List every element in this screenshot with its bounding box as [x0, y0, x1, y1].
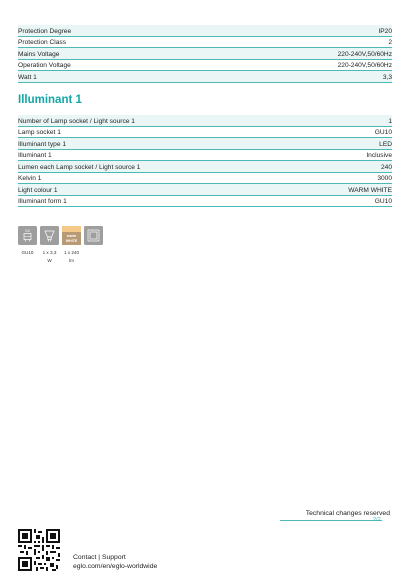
row-value: 3,3 — [382, 73, 392, 81]
row-label: Lamp socket 1 — [18, 129, 61, 136]
pictogram-labels — [18, 249, 103, 265]
light-colour-icon — [62, 226, 81, 245]
pictogram-label — [84, 249, 103, 265]
socket-icon — [18, 226, 37, 245]
row-label: Illuminant 1 — [18, 152, 52, 159]
table-row — [18, 196, 392, 208]
table-row — [18, 173, 392, 185]
table-row — [18, 60, 392, 72]
table-row — [18, 48, 392, 60]
row-label: Protection Degree — [18, 27, 72, 35]
pictogram-label: GU10 — [21, 250, 34, 255]
row-label: Watt 1 — [18, 73, 37, 81]
svg-text:GU: GU — [25, 229, 30, 234]
contact-url[interactable]: eglo.com/en/eglo-worldwide — [73, 563, 158, 570]
row-value: IP20 — [378, 27, 392, 35]
row-value: 3000 — [377, 175, 392, 182]
row-label: Protection Class — [18, 39, 67, 46]
table-row — [18, 127, 392, 139]
row-value: 220-240V,50/60Hz — [337, 50, 392, 58]
table-row — [18, 37, 392, 49]
bulb-icon — [40, 226, 59, 245]
pictogram-row — [18, 226, 103, 245]
row-value: LED — [379, 140, 392, 148]
row-label: Number of Lamp socket / Light source 1 — [18, 117, 135, 125]
row-value: 240 — [380, 163, 392, 171]
pictogram-label: 1 x 240 lm — [63, 250, 80, 263]
row-value: GU10 — [374, 198, 392, 205]
qr-code-icon — [18, 529, 60, 571]
contact-label: Contact | Support — [73, 554, 126, 561]
table-row — [18, 71, 392, 83]
illuminant-table — [18, 115, 392, 207]
row-value: Inclusive — [366, 152, 392, 159]
badge-bottom-text: WHITE — [65, 238, 78, 243]
section-title: Illuminant 1 — [18, 94, 82, 106]
table-row — [18, 115, 392, 127]
technical-data-table — [18, 25, 392, 83]
row-label: Operation Voltage — [18, 62, 71, 69]
square-frame-icon — [84, 226, 103, 245]
table-row — [18, 25, 392, 37]
table-row — [18, 161, 392, 173]
row-value: 220-240V,50/60Hz — [337, 62, 392, 69]
row-label: Illuminant form 1 — [18, 198, 67, 205]
row-value: 2 — [388, 39, 392, 46]
table-row — [18, 150, 392, 162]
table-row — [18, 184, 392, 196]
row-label: Kelvin 1 — [18, 175, 42, 182]
page-number: 2/2 — [373, 517, 381, 523]
contact-info — [73, 553, 157, 571]
table-row — [18, 138, 392, 150]
technical-changes-note: Technical changes reserved — [305, 510, 390, 517]
row-value: GU10 — [374, 129, 392, 136]
badge-top-text: warm — [66, 233, 77, 238]
row-value: 1 — [388, 117, 392, 125]
row-label: Light colour 1 — [18, 186, 58, 194]
pictogram-label: 1 x 3,3 W — [42, 250, 57, 263]
row-label: Lumen each Lamp socket / Light source 1 — [18, 163, 141, 171]
row-label: Mains Voltage — [18, 50, 60, 58]
colour-badge — [62, 232, 81, 245]
footer-divider — [280, 520, 382, 521]
row-value: WARM WHITE — [348, 186, 392, 194]
row-label: Illuminant type 1 — [18, 140, 67, 148]
